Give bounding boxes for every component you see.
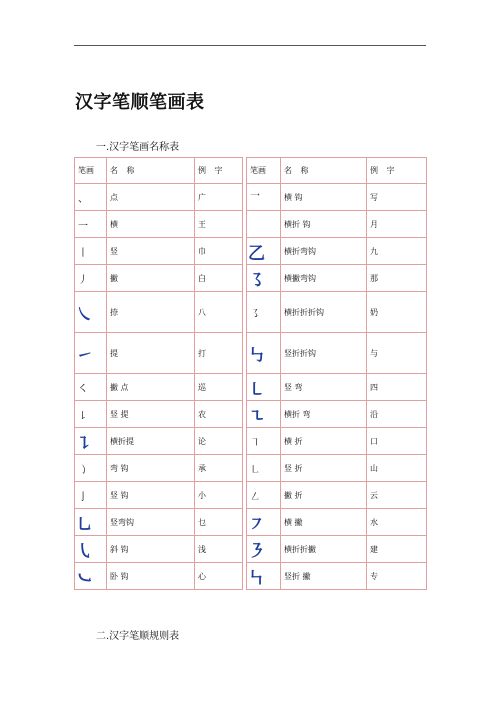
example-char-left: 承 [195,455,243,482]
header-example-left: 例 字 [195,158,243,184]
example-char-left: 小 [195,482,243,509]
stroke-glyph-left: ㇂ [75,536,107,563]
stroke-name-left: 横折提 [107,428,195,455]
stroke-glyph-right: ㇉ [247,333,281,374]
table-row [75,238,427,265]
stroke-glyph-right: ㇋ [247,536,281,563]
stroke-glyph-right: ㇕ [247,428,281,455]
table-row [75,401,427,428]
stroke-glyph-left: 丿 [75,265,107,292]
example-char-right: 建 [367,536,427,563]
stroke-glyph-right: 乙 [247,238,281,265]
stroke-name-right: 横 钩 [281,184,367,211]
stroke-name-left: 撇 [107,265,195,292]
stroke-glyph-right: ㇌ [247,265,281,292]
stroke-name-table [74,157,427,590]
section-heading-stroke-names: 一.汉字笔画名称表 [96,142,180,153]
stroke-glyph-left: ㇟ [75,509,107,536]
stroke-glyph-left: ㇏ [75,292,107,333]
example-char-left: 巾 [195,238,243,265]
example-char-right: 那 [367,265,427,292]
stroke-name-right: 竖折 撇 [281,563,367,590]
stroke-name-left: 竖 提 [107,401,195,428]
example-char-left: 巡 [195,374,243,401]
page-title: 汉字笔顺笔画表 [75,92,205,113]
example-char-left: 王 [195,211,243,238]
stroke-name-left: 提 [107,333,195,374]
stroke-glyph-left: ㇊ [75,428,107,455]
example-char-left: 浅 [195,536,243,563]
table-row [75,374,427,401]
example-char-right: 云 [367,482,427,509]
example-char-left: 乜 [195,509,243,536]
example-char-right: 口 [367,428,427,455]
example-char-right: 专 [367,563,427,590]
stroke-glyph-left: ㇀ [75,333,107,374]
stroke-glyph-right: ㇞ [247,563,281,590]
stroke-glyph-right: ㇌ [247,292,281,333]
stroke-name-left: 撇 点 [107,374,195,401]
stroke-name-left: 竖 钩 [107,482,195,509]
stroke-name-right: 竖 折 [281,455,367,482]
header-name-right: 名 称 [281,158,367,184]
stroke-name-table-wrapper [74,157,427,590]
example-char-left: 白 [195,265,243,292]
stroke-glyph-right [247,211,281,238]
section-heading-stroke-order: 二.汉字笔顺规则表 [96,631,180,642]
table-row [75,536,427,563]
example-char-left: 论 [195,428,243,455]
example-char-right: 九 [367,238,427,265]
example-char-left: 八 [195,292,243,333]
stroke-name-right: 横折 钩 [281,211,367,238]
stroke-name-right: 横折 弯 [281,401,367,428]
example-char-right: 与 [367,333,427,374]
top-rule [74,45,426,46]
example-char-left: 农 [195,401,243,428]
table-row [75,211,427,238]
table-row [75,455,427,482]
example-char-left: 心 [195,563,243,590]
table-row [75,482,427,509]
table-row [75,509,427,536]
stroke-name-left: 卧 钩 [107,563,195,590]
stroke-glyph-left: 丨 [75,238,107,265]
stroke-name-left: 竖弯钩 [107,509,195,536]
stroke-glyph-right: ㇇ [247,509,281,536]
stroke-glyph-right: ㇜ [247,482,281,509]
stroke-glyph-left: ㇃ [75,563,107,590]
header-stroke-left: 笔画 [75,158,107,184]
stroke-glyph-left: 、 [75,184,107,211]
example-char-left: 广 [195,184,243,211]
stroke-name-right: 撇 折 [281,482,367,509]
stroke-glyph-left: ㇛ [75,374,107,401]
stroke-name-right: 横 折 [281,428,367,455]
stroke-name-left: 弯 钩 [107,455,195,482]
example-char-right: 月 [367,211,427,238]
header-example-right: 例 字 [367,158,427,184]
example-char-right: 沿 [367,401,427,428]
stroke-name-right: 横折折折钩 [281,292,367,333]
table-row [75,428,427,455]
stroke-name-right: 横 撇 [281,509,367,536]
stroke-glyph-left: ㇙ [75,401,107,428]
stroke-glyph-left: 一 [75,211,107,238]
stroke-name-left: 横 [107,211,195,238]
example-char-right: 水 [367,509,427,536]
example-char-left: 打 [195,333,243,374]
header-name-left: 名 称 [107,158,195,184]
stroke-glyph-right: ㇄ [247,374,281,401]
stroke-name-right: 横折折撇 [281,536,367,563]
stroke-glyph-right: ㇗ [247,455,281,482]
stroke-name-right: 竖 弯 [281,374,367,401]
table-row [75,563,427,590]
example-char-right: 四 [367,374,427,401]
example-char-right: 山 [367,455,427,482]
table-row [75,333,427,374]
header-stroke-right: 笔画 [247,158,281,184]
example-char-right: 写 [367,184,427,211]
stroke-name-left: 捺 [107,292,195,333]
stroke-glyph-left: 亅 [75,482,107,509]
table-row [75,292,427,333]
table-header-row [75,158,427,184]
stroke-name-right: 横撇弯钩 [281,265,367,292]
stroke-name-right: 横折弯钩 [281,238,367,265]
stroke-glyph-right: ㇍ [247,401,281,428]
stroke-name-left: 斜 钩 [107,536,195,563]
stroke-glyph-left: ㇁ [75,455,107,482]
stroke-name-left: 点 [107,184,195,211]
stroke-glyph-right: 乛 [247,184,281,211]
table-row [75,265,427,292]
table-row [75,184,427,211]
example-char-right: 奶 [367,292,427,333]
stroke-name-right: 竖折折钩 [281,333,367,374]
table-body [75,158,427,590]
stroke-name-left: 竖 [107,238,195,265]
